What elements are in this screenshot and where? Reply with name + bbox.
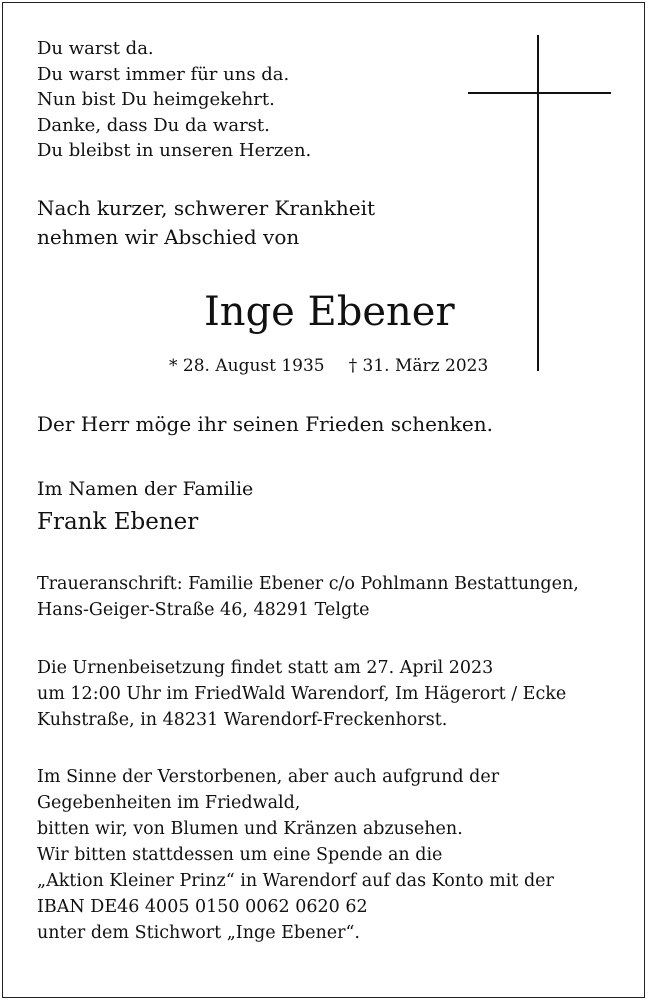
intro-line: nehmen wir Abschied von (37, 225, 300, 249)
mourning-address (37, 571, 579, 623)
cross-icon-horizontal (468, 92, 611, 94)
request-line: unter dem Stichwort „Inge Ebener“. (37, 923, 360, 943)
address-line: Hans-Geiger-Straße 46, 48291 Telgte (37, 600, 370, 620)
iban-line: IBAN DE46 4005 0150 0062 0620 62 (37, 897, 368, 917)
family-label: Im Namen der Familie (37, 478, 254, 500)
death-date: † 31. März 2023 (348, 356, 489, 376)
family-name: Frank Ebener (37, 509, 199, 535)
birth-date: * 28. August 1935 (169, 356, 325, 376)
life-dates (169, 356, 494, 376)
intro-line: Nach kurzer, schwerer Krankheit (37, 196, 376, 220)
poem-line: Nun bist Du heimgekehrt. (37, 89, 275, 110)
poem-line: Du warst da. (37, 38, 154, 59)
blessing: Der Herr möge ihr seinen Frieden schenken. (37, 412, 493, 436)
poem (37, 36, 311, 164)
request-line: bitten wir, von Blumen und Kränzen abzusehen. (37, 819, 463, 839)
cross-icon-vertical (537, 35, 539, 371)
deceased-name: Inge Ebener (204, 289, 455, 335)
poem-line: Du bleibst in unseren Herzen. (37, 140, 312, 161)
request-line: Wir bitten stattdessen um eine Spende an die (37, 845, 443, 865)
poem-line: Danke, dass Du da warst. (37, 114, 270, 136)
request-line: Im Sinne der Verstorbenen, aber auch aufgrund der (37, 767, 500, 787)
funeral-line: Die Urnenbeisetzung findet statt am 27. April 2023 (37, 658, 494, 678)
funeral-info (37, 655, 566, 733)
request-line: „Aktion Kleiner Prinz“ in Warendorf auf das Konto mit der (37, 871, 554, 891)
request-line: Gegebenheiten im Friedwald, (37, 793, 301, 813)
poem-line: Du warst immer für uns da. (37, 63, 290, 85)
donation-request (37, 764, 554, 946)
intro-text (37, 194, 375, 252)
funeral-line: Kuhstraße, in 48231 Warendorf-Freckenhorst. (37, 710, 448, 730)
address-line: Traueranschrift: Familie Ebener c/o Pohlmann Bestattungen, (37, 574, 579, 594)
funeral-line: um 12:00 Uhr im FriedWald Warendorf, Im Hägerort / Ecke (37, 684, 567, 704)
